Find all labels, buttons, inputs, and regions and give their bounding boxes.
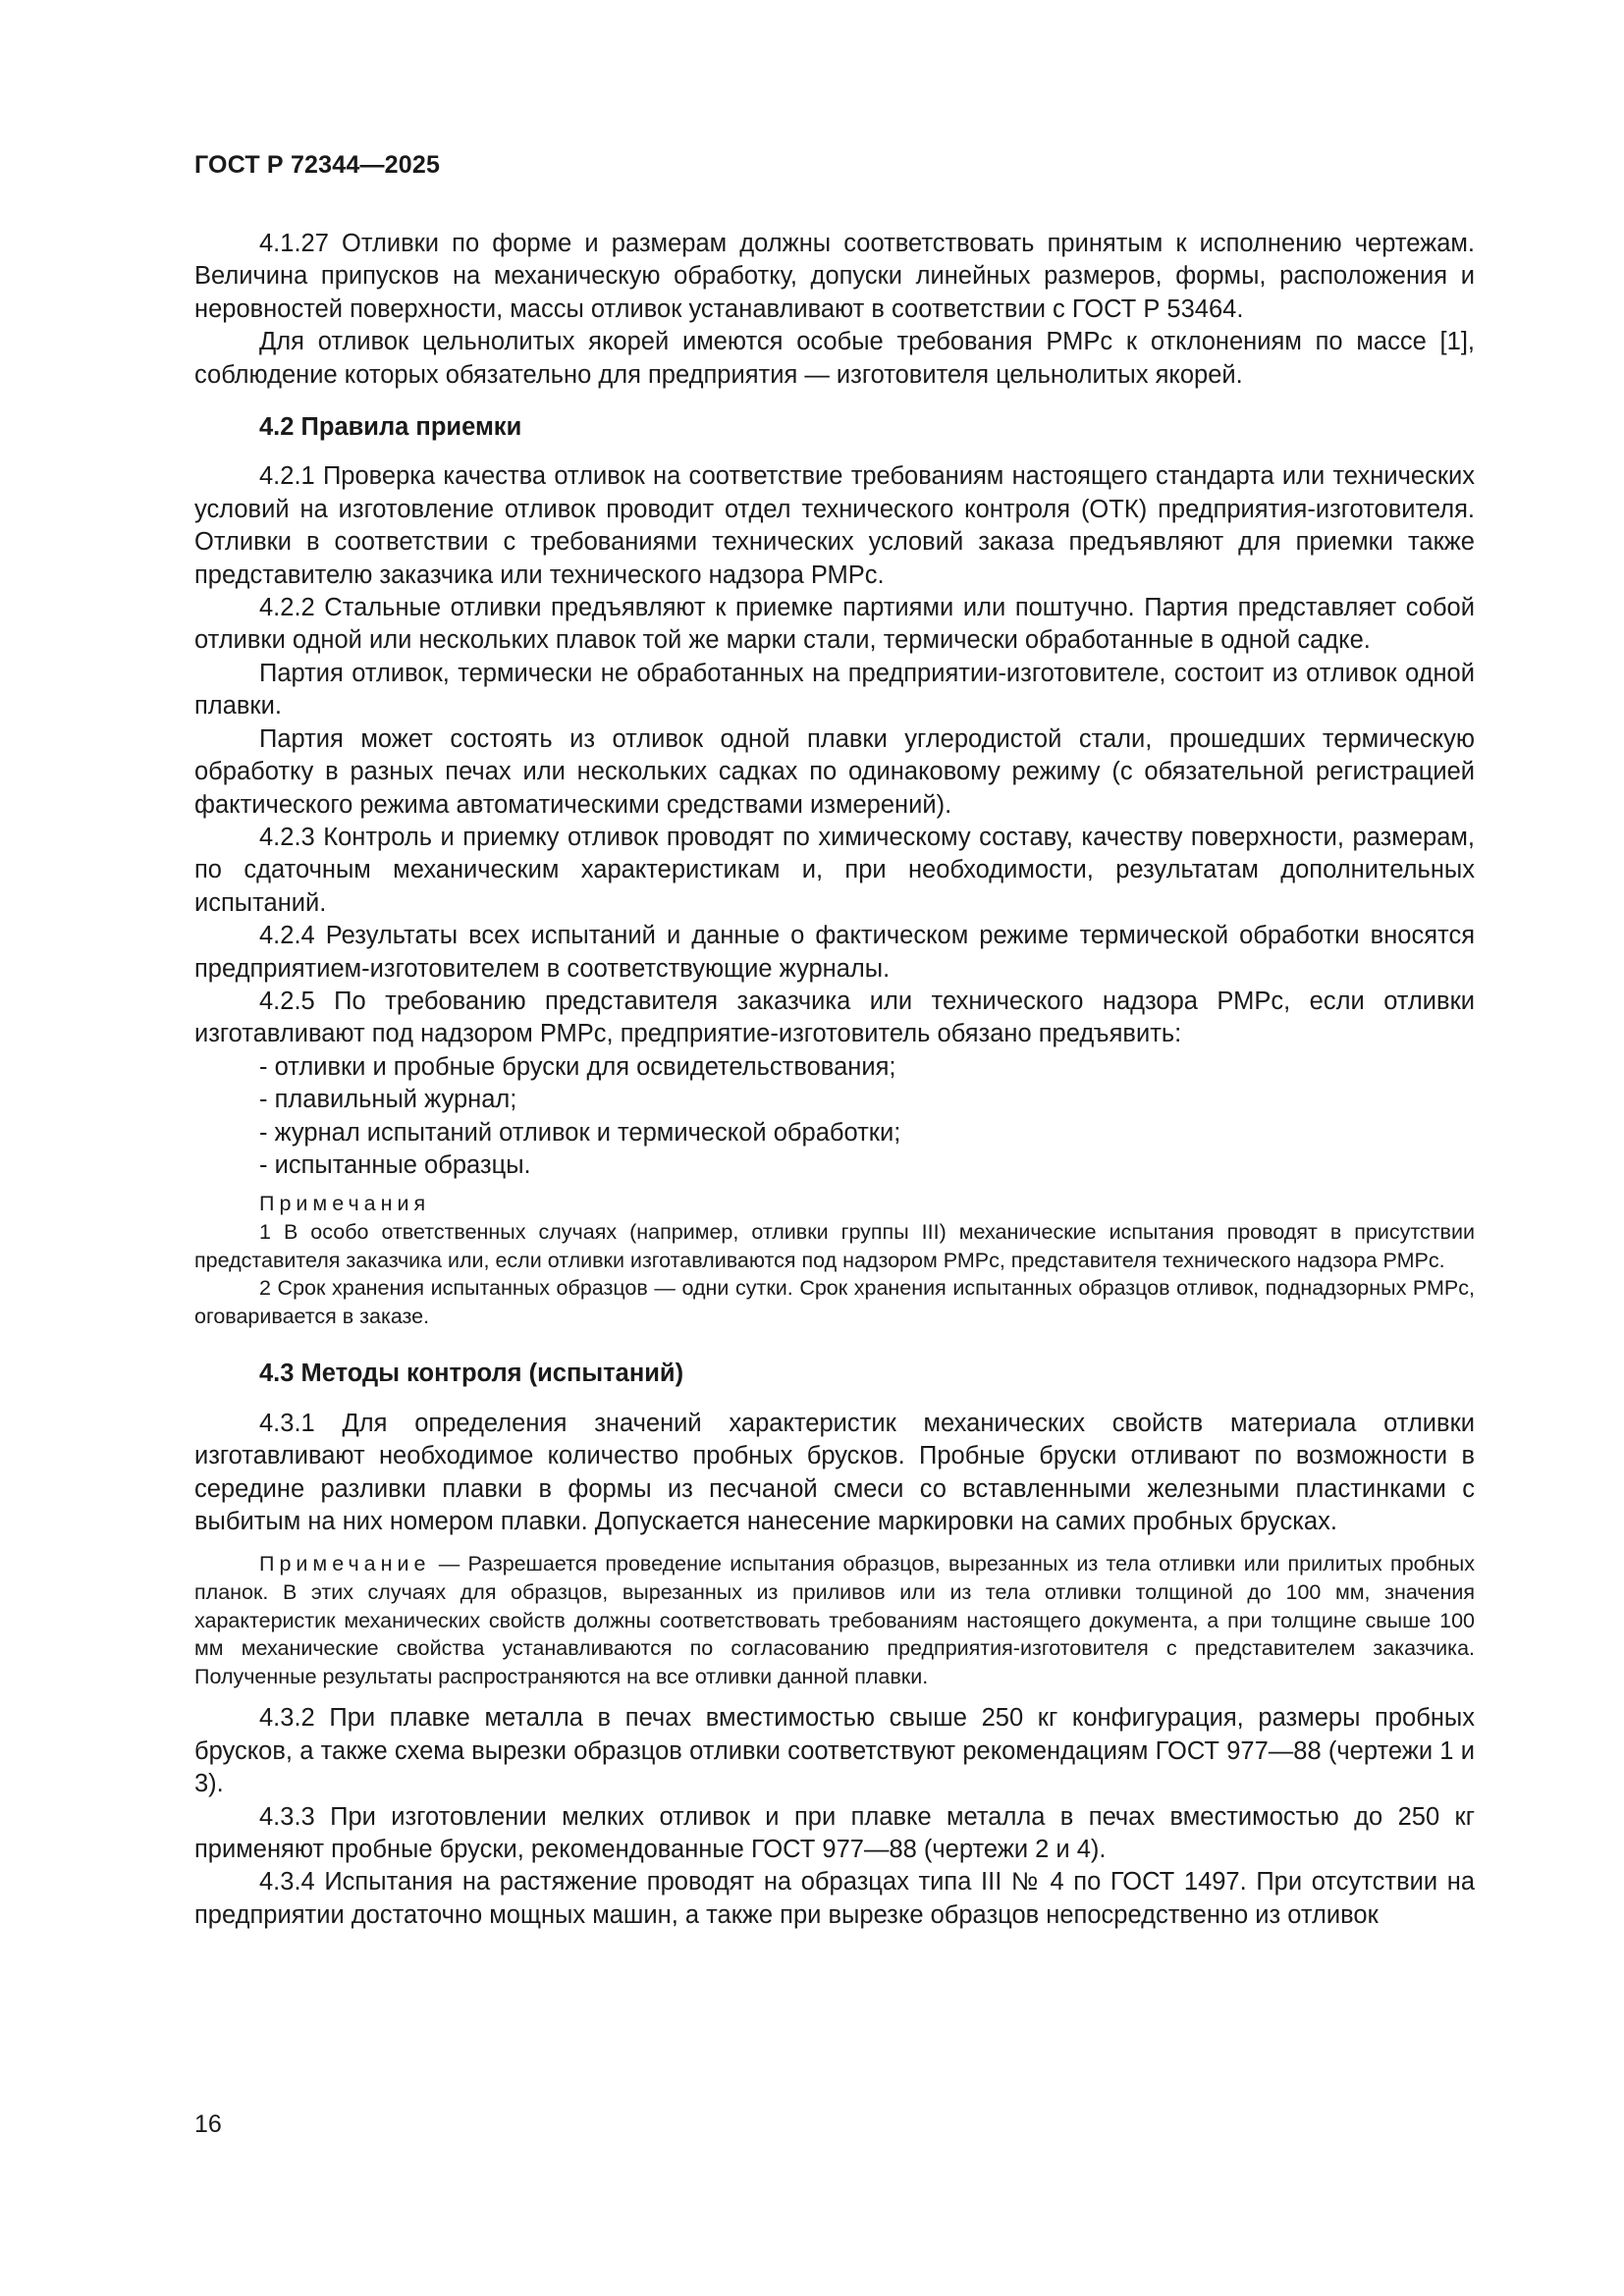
notes-heading: Примечания [259,1192,431,1216]
page-number: 16 [194,2110,222,2138]
paragraph-4-3-2: 4.3.2 При плавке металла в печах вместимостью свыше 250 кг конфигурация, размеры пробных брусков, а также схема вырезки образцов отливки соответствуют рекомендациям ГОСТ 977—88 (чертежи 1 и 3). [194,1704,1475,1798]
list-item: - журнал испытаний отливок и термической обработки; [259,1118,901,1147]
note-1: 1 В особо ответственных случаях (например, отливки группы III) механические испытания проводят в присутствии представителя заказчика или, если отливки изготавливаются под надзором РМРс, представителя технического надзора РМРс. [194,1219,1475,1272]
document-header: ГОСТ Р 72344—2025 [194,151,441,179]
paragraph-4-2-2-b: Партия отливок, термически не обработанных на предприятии-изготовителе, состоит из отливок одной плавки. [194,659,1475,721]
list-item: - испытанные образцы. [259,1150,531,1179]
note-heading: Примечание [259,1552,431,1576]
notes-block [194,1190,1475,1330]
paragraph-4-3-4: 4.3.4 Испытания на растяжение проводят на образцах типа III № 4 по ГОСТ 1497. При отсутствии на предприятии достаточно мощных машин, а также при вырезке образцов непосредственно из отливок [194,1868,1475,1929]
paragraph-4-3-1: 4.3.1 Для определения значений характеристик механических свойств материала отливки изготавливают необходимое количество пробных брусков. Пробные бруски отливают по возможности в середине разливки плавки в формы из песчаной смеси со вставленными железными пластинками с выбитым на них номером плавки. Допускается нанесение маркировки на самих пробных брусках. [194,1409,1475,1535]
note-text: — Разрешается проведение испытания образцов, вырезанных из тела отливки или прилитых пробных планок. В этих случаях для образцов, вырезанных из приливов или из тела отливки толщиной до 100 мм, значения характеристик механических свойств должны соответствовать требованиям настоящего документа, а при толщине свыше 100 мм механические свойства устанавливаются по согласованию предприятия-изготовителя с представителем заказчика. Полученные результаты распространяются на все отливки данной плавки. [194,1552,1475,1688]
list-item: - отливки и пробные бруски для освидетельствования; [259,1052,896,1081]
paragraph-4-1-27: 4.1.27 Отливки по форме и размерам должны соответствовать принятым к исполнению чертежам. Величина припусков на механическую обработку, допуски линейных размеров, формы, расположения и неровностей поверхности, массы отливок устанавливают в соответствии с ГОСТ Р 53464. [194,230,1475,323]
note-block [194,1550,1475,1690]
paragraph-4-2-3: 4.2.3 Контроль и приемку отливок проводят по химическому составу, качеству поверхности, размерам, по сдаточным механическим характеристикам и, при необходимости, результатам дополнительных испытаний. [194,823,1475,917]
paragraph-anchors: Для отливок цельнолитых якорей имеются особые требования РМРс к отклонениям по массе [1], соблюдение которых обязательно для предприятия — изготовителя цельнолитых якорей. [194,328,1475,389]
note-4-3-1 [194,1550,1475,1690]
paragraph-4-3-3: 4.3.3 При изготовлении мелких отливок и при плавке металла в печах вместимостью до 250 кг применяют пробные бруски, рекомендованные ГОСТ 977—88 (чертежи 2 и 4). [194,1802,1475,1863]
document-body [194,228,1475,1932]
section-heading-4-3: 4.3 Методы контроля (испытаний) [259,1360,684,1388]
note-2: 2 Срок хранения испытанных образцов — одни сутки. Срок хранения испытанных образцов отливок, поднадзорных РМРс, оговаривается в заказе. [194,1276,1475,1328]
paragraph-4-2-2: 4.2.2 Стальные отливки предъявляют к приемке партиями или поштучно. Партия представляет собой отливки одной или нескольких плавок той же марки стали, термически обработанные в одной садке. [194,594,1475,655]
paragraph-4-2-2-c: Партия может состоять из отливок одной плавки углеродистой стали, прошедших термическую обработку в разных печах или нескольких садках по одинаковому режиму (с обязательной регистрацией фактического режима автоматическими средствами измерений). [194,724,1475,819]
paragraph-4-2-1: 4.2.1 Проверка качества отливок на соответствие требованиям настоящего стандарта или технических условий на изготовление отливок проводит отдел технического контроля (ОТК) предприятия-изготовителя. Отливки в соответствии с требованиями технических условий заказа предъявляют для приемки также представителю заказчика или технического надзора РМРс. [194,462,1475,589]
list-item: - плавильный журнал; [259,1086,517,1114]
paragraph-4-2-5: 4.2.5 По требованию представителя заказчика или технического надзора РМРс, если отливки изготавливают под надзором РМРс, предприятие-изготовитель обязано предъявить: [194,987,1475,1048]
section-heading-4-2: 4.2 Правила приемки [259,413,522,442]
paragraph-4-2-4: 4.2.4 Результаты всех испытаний и данные о фактическом режиме термической обработки вносятся предприятием-изготовителем в соответствующие журналы. [194,922,1475,983]
